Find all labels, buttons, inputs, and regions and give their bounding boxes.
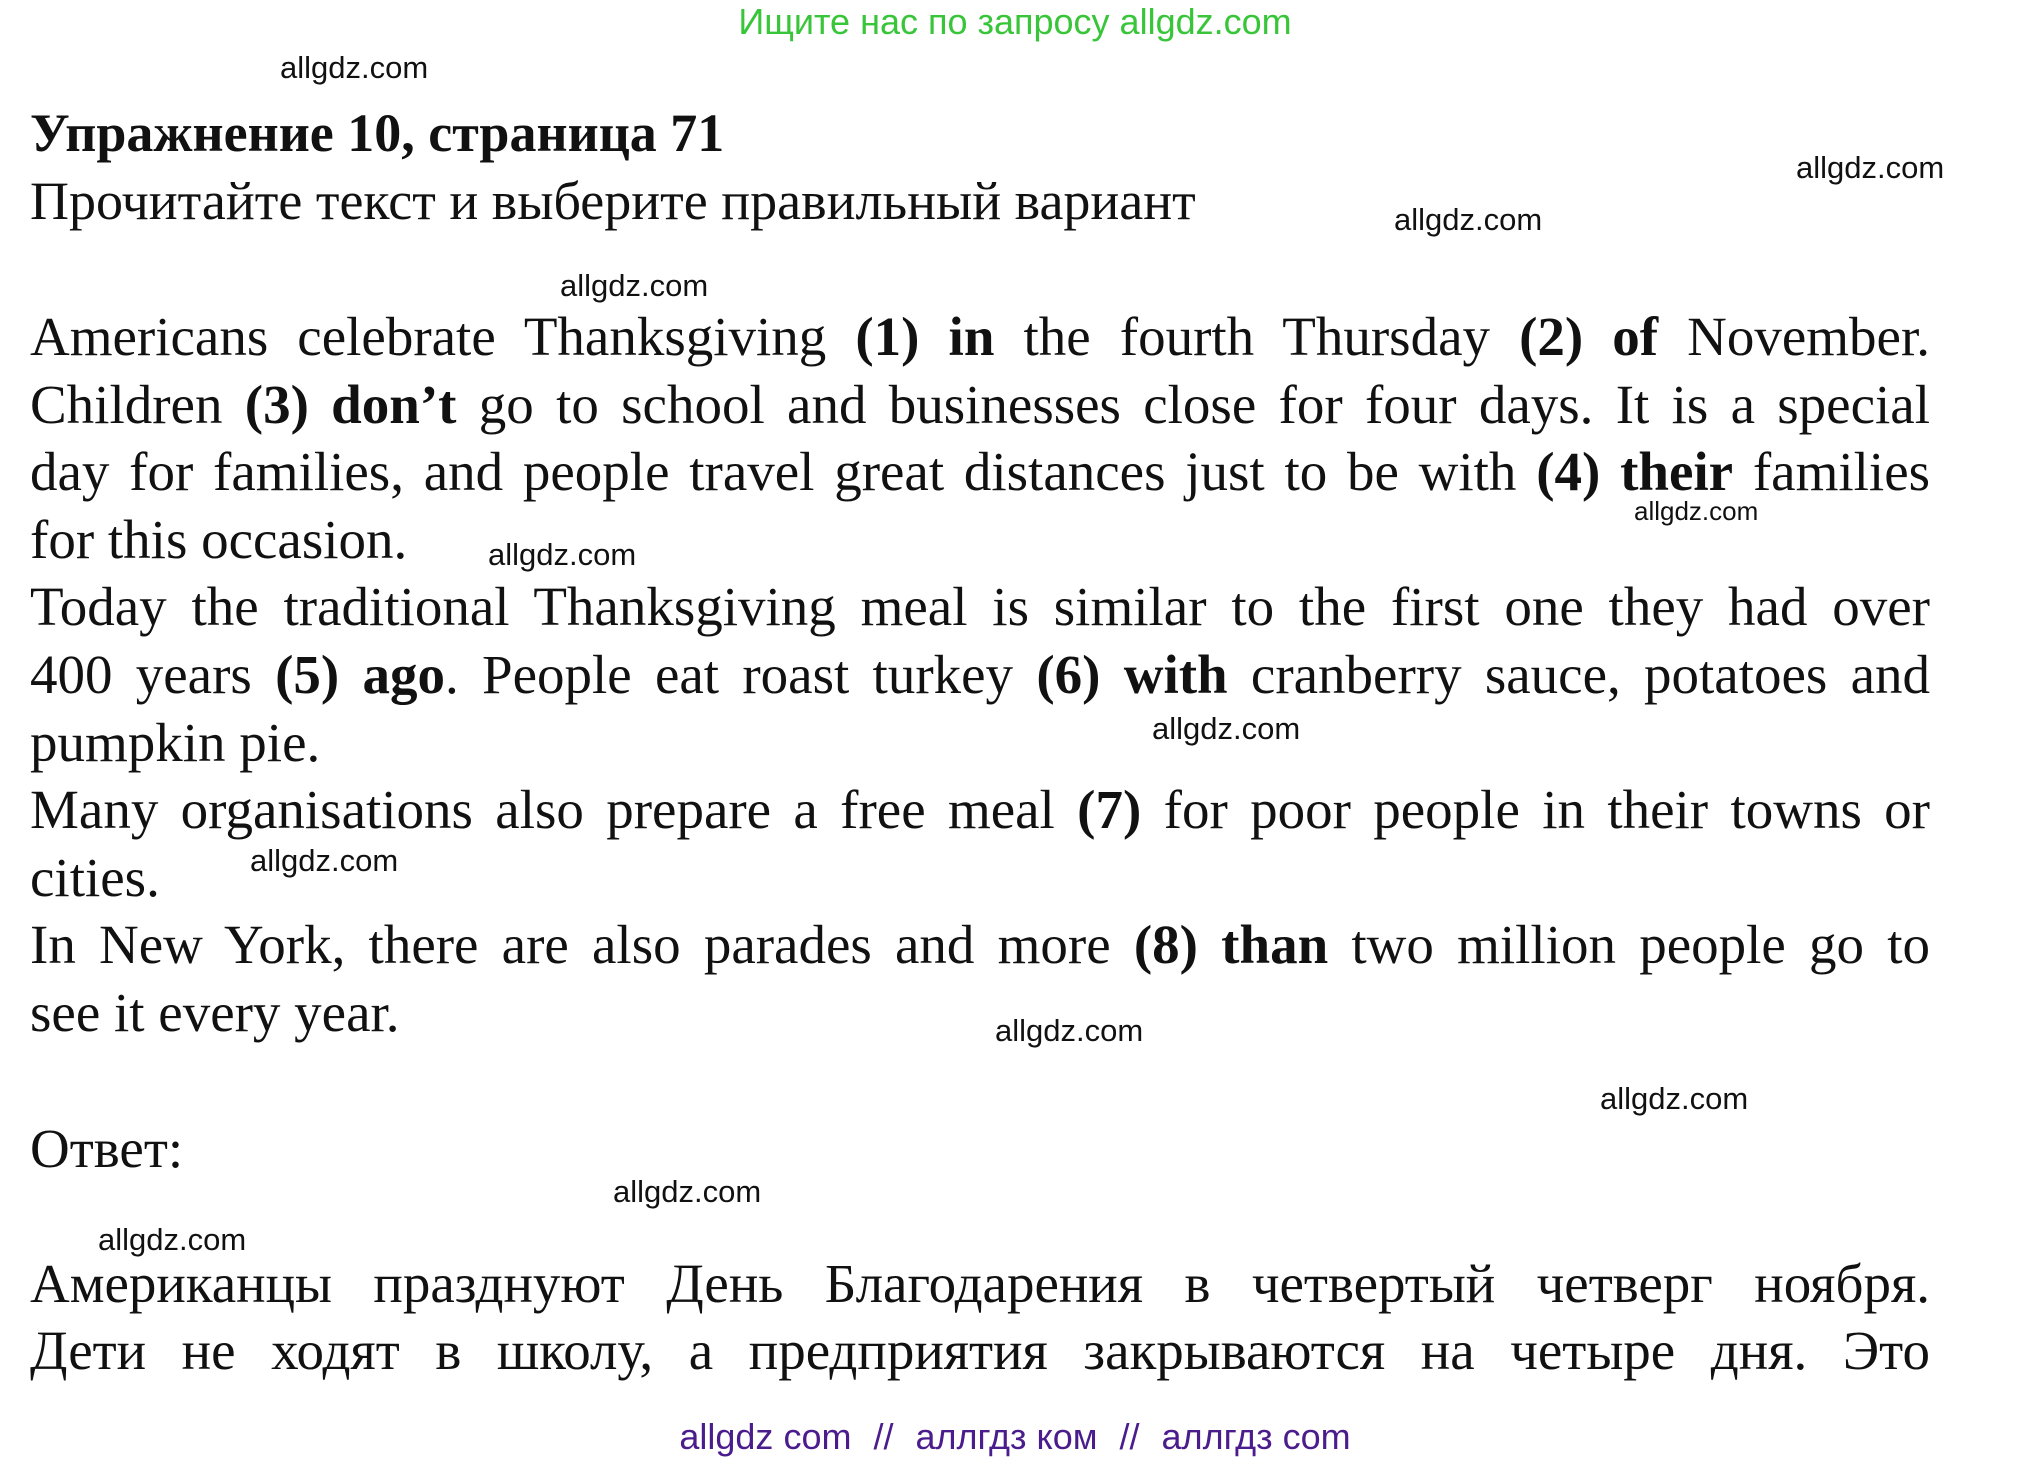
answer-5: (5) ago	[275, 643, 445, 705]
translation-line: Дети не ходят в школу, а предприятия закрываются на четыре дня. Это	[30, 1320, 1930, 1381]
text-fragment: for poor people in their towns or	[1141, 779, 1930, 841]
text-fragment: for this occasion.	[30, 508, 408, 570]
text-fragment: day for families, and people travel great distances just to be with	[30, 441, 1537, 503]
watermark: allgdz.com	[560, 268, 709, 303]
answer-4: (4) their	[1536, 441, 1734, 503]
answer-label: Ответ:	[30, 1118, 184, 1179]
watermark: allgdz.com	[613, 1174, 762, 1209]
text-fragment: the fourth Thursday	[994, 306, 1520, 367]
text-fragment: go to school and businesses close for four days. It is a special	[456, 373, 1930, 435]
text-line	[30, 844, 1930, 912]
translation-line: Американцы празднуют День Благодарения в четвертый четверг ноября.	[30, 1253, 1930, 1314]
exercise-title: Упражнение 10, страница 71	[30, 103, 725, 163]
exercise-text	[30, 303, 1930, 1047]
watermark: allgdz.com	[1152, 711, 1301, 746]
text-fragment: cranberry sauce, potatoes and	[1227, 643, 1930, 705]
answer-7: (7)	[1077, 779, 1142, 841]
text-line	[30, 709, 1930, 777]
watermark: allgdz.com	[280, 50, 429, 85]
footer-link[interactable]: allgdz com	[679, 1416, 852, 1457]
text-fragment: Children	[30, 373, 245, 435]
watermark: allgdz.com	[1634, 496, 1759, 526]
text-fragment: pumpkin pie.	[30, 711, 321, 773]
watermark: allgdz.com	[1796, 150, 1945, 185]
text-line	[30, 371, 1930, 439]
text-fragment: Americans celebrate Thanksgiving	[30, 306, 856, 367]
text-line	[30, 979, 1930, 1047]
translation-text	[30, 1250, 1930, 1384]
text-line	[30, 911, 1930, 979]
footer-links	[0, 1415, 2030, 1459]
watermark: allgdz.com	[995, 1013, 1144, 1048]
text-fragment: November.	[1658, 306, 1931, 367]
answer-6: (6) with	[1036, 643, 1228, 705]
text-fragment: Today the traditional Thanksgiving meal is similar to the first one they had over	[30, 576, 1930, 638]
text-line	[30, 641, 1930, 709]
watermark: allgdz.com	[1600, 1081, 1749, 1116]
text-fragment: cities.	[30, 846, 160, 908]
text-fragment: 400 years	[30, 643, 276, 705]
answer-3: (3) don’t	[244, 373, 457, 435]
footer-separator: //	[1119, 1416, 1140, 1457]
text-line	[30, 303, 1930, 371]
watermark: allgdz.com	[250, 843, 399, 878]
text-fragment: see it every year.	[30, 981, 400, 1043]
text-fragment: families	[1733, 441, 1931, 503]
text-fragment: two million people go to	[1328, 914, 1931, 976]
answer-8: (8) than	[1133, 914, 1329, 976]
exercise-instruction: Прочитайте текст и выберите правильный вариант	[30, 171, 1196, 231]
answer-2: (2) of	[1519, 306, 1659, 367]
text-fragment: In New York, there are also parades and more	[30, 914, 1134, 976]
text-fragment: . People eat roast turkey	[445, 643, 1037, 705]
watermark: allgdz.com	[98, 1222, 247, 1257]
footer-separator: //	[873, 1416, 894, 1457]
footer-link[interactable]: аллгдз ком	[915, 1416, 1098, 1457]
top-banner: Ищите нас по запросу allgdz.com	[738, 1, 1292, 42]
text-line	[30, 776, 1930, 844]
text-line	[30, 438, 1930, 506]
watermark: allgdz.com	[1394, 202, 1543, 237]
text-line	[30, 573, 1930, 641]
footer-link[interactable]: аллгдз com	[1161, 1416, 1351, 1457]
watermark: allgdz.com	[488, 537, 637, 572]
text-fragment: Many organisations also prepare a free meal	[30, 779, 1078, 841]
text-line	[30, 506, 1930, 574]
answer-1: (1) in	[855, 306, 995, 367]
